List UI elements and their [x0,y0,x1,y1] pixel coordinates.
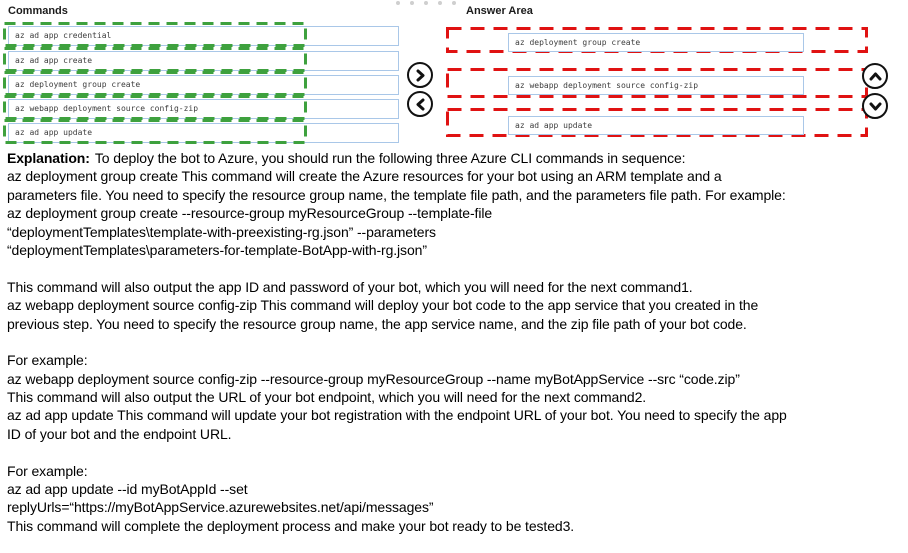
explanation-line: az deployment group create This command will create the Azure resources for your bot using an ARM template and a [7,168,722,185]
explanation-line: “deploymentTemplates\template-with-preexisting-rg.json” --parameters [7,223,436,240]
command-item-5[interactable]: az ad app update [8,123,399,143]
chevron-left-icon [414,98,427,111]
command-item-3[interactable]: az deployment group create [8,75,399,95]
explanation-line [7,259,906,277]
explanation-line: parameters file. You need to specify the resource group name, the template file path, and the parameters file path. For example: [7,186,786,203]
move-up-button[interactable] [862,63,888,89]
answer-item-2[interactable]: az webapp deployment source config-zip [508,76,804,95]
chevron-up-icon [869,70,882,83]
explanation-label: Explanation: [7,150,90,166]
explanation-line: previous step. You need to specify the resource group name, the app service name, and the zip file path of your bot code. [7,315,747,332]
explanation-section [7,149,906,535]
chevron-right-icon [414,69,427,82]
explanation-line: For example: [7,462,88,479]
command-item-2[interactable]: az ad app create [8,51,399,71]
chevron-down-icon [869,100,882,113]
explanation-line: az webapp deployment source config-zip This command will deploy your bot code to the app service that you created in the [7,297,759,314]
move-left-button[interactable] [407,91,433,117]
answer-item-1[interactable]: az deployment group create [508,33,804,52]
explanation-line [7,333,906,351]
explanation-line: replyUrls=“https://myBotAppService.azurewebsites.net/api/messages” [7,499,434,516]
commands-label: Commands [8,5,68,17]
command-item-1[interactable]: az ad app credential [8,26,399,46]
move-down-button[interactable] [862,93,888,119]
explanation-line [7,149,906,167]
explanation-line: az ad app update This command will update your bot registration with the endpoint URL of your bot. You need to specify the app [7,407,787,424]
explanation-line: “deploymentTemplates\parameters-for-template-BotApp-with-rg.json” [7,241,427,258]
answer-item-3[interactable]: az ad app update [508,116,804,135]
explanation-line: This command will also output the URL of your bot endpoint, which you will need for the next command2. [7,389,647,406]
explanation-text: To deploy the bot to Azure, you should run the following three Azure CLI commands in sequence: [94,150,686,166]
explanation-line: For example: [7,352,88,369]
explanation-line [7,443,906,461]
explanation-line: az deployment group create --resource-group myResourceGroup --template-file [7,205,493,222]
explanation-line: az ad app update --id myBotAppId --set [7,481,248,498]
move-right-button[interactable] [407,62,433,88]
explanation-line: This command will also output the app ID and password of your bot, which you will need for the next command1. [7,278,693,295]
cropped-dots [396,1,456,5]
explanation-line: This command will complete the deployment process and make your bot ready to be tested3. [7,517,575,534]
explanation-line: az webapp deployment source config-zip --resource-group myResourceGroup --name myBotAppService --src “code.zip” [7,370,740,387]
explanation-line: ID of your bot and the endpoint URL. [7,425,232,442]
command-item-4[interactable]: az webapp deployment source config-zip [8,99,399,119]
answer-area-label: Answer Area [466,5,533,17]
